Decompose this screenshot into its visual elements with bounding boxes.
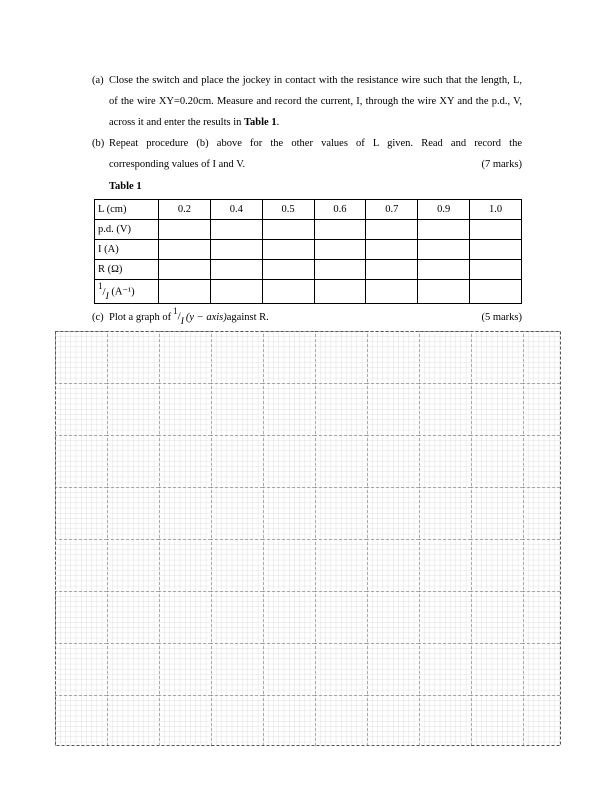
table1 [94, 199, 522, 304]
paragraph-b-line1: Repeat procedure (b) above for the other values of L given. Read and record the [109, 138, 522, 149]
table-cell-empty [314, 240, 366, 260]
table-cell-empty [159, 240, 211, 260]
table-cell-empty [366, 280, 418, 304]
table-row [95, 260, 522, 280]
table-cell-empty [210, 280, 262, 304]
table-cell-empty [262, 260, 314, 280]
table-cell: 0.5 [262, 200, 314, 220]
paragraph-b-line2: corresponding values of I and V. [109, 159, 246, 170]
table-cell: 1.0 [470, 200, 522, 220]
paragraph-b-line2-row [109, 154, 522, 175]
table-cell: 0.6 [314, 200, 366, 220]
reciprocal-current-fraction: $^1/_I$ [98, 281, 109, 302]
document-content [92, 70, 522, 328]
table-cell-empty [418, 240, 470, 260]
table-cell-empty [210, 220, 262, 240]
table-cell-empty [210, 260, 262, 280]
table-cell-empty [262, 240, 314, 260]
table-cell-empty [366, 240, 418, 260]
table-cell-empty [366, 220, 418, 240]
paragraph-a-text [109, 70, 522, 133]
paragraph-b [92, 133, 522, 175]
table-cell: 0.4 [210, 200, 262, 220]
paragraph-a-label: (a) [92, 75, 104, 86]
paragraph-a-period: . [276, 117, 280, 128]
table-row-label: I (A) [95, 240, 159, 260]
paragraph-a [92, 70, 522, 133]
table-cell-empty [418, 280, 470, 304]
paragraph-a-bold: Table 1 [244, 117, 277, 128]
table-cell-empty [314, 280, 366, 304]
table-cell-empty [262, 280, 314, 304]
table-cell-empty [366, 260, 418, 280]
table-cell-empty [470, 240, 522, 260]
paragraph-c-part2: against R. [226, 311, 269, 323]
graph-paper [55, 331, 561, 746]
table-row-label: L (cm) [95, 200, 159, 220]
fraction-unit: (A⁻¹) [111, 286, 135, 298]
paragraph-c-part1: Plot a graph of [109, 311, 172, 323]
table-cell-empty [470, 280, 522, 304]
table-row [95, 200, 522, 220]
table-cell-empty [470, 260, 522, 280]
table-cell: 0.7 [366, 200, 418, 220]
table-cell-empty [159, 280, 211, 304]
paragraph-c [92, 307, 522, 328]
table-row [95, 240, 522, 260]
paragraph-a-body: Close the switch and place the jockey in contact with the resistance wire such that the length, L, of the wire XY=0.20cm. Measure and record the current, I, through the wire XY and the p.d., V, across it and enter the results in [109, 75, 522, 128]
table-cell-empty [418, 260, 470, 280]
reciprocal-current-fraction: $^1/_I$ [173, 306, 184, 327]
table-row-label: p.d. (V) [95, 220, 159, 240]
table-row [95, 280, 522, 304]
paragraph-c-yaxis: (y − axis) [185, 311, 227, 323]
table-cell-empty [159, 260, 211, 280]
table-cell-empty [314, 260, 366, 280]
paragraph-b-marks: (7 marks) [481, 159, 522, 170]
table-cell-empty [262, 220, 314, 240]
table-cell-empty [159, 220, 211, 240]
table-cell-empty [418, 220, 470, 240]
paragraph-b-text [109, 133, 522, 175]
paragraph-b-label: (b) [92, 138, 105, 149]
table-cell: 0.2 [159, 200, 211, 220]
table-cell: 0.9 [418, 200, 470, 220]
table1-title: Table 1 [109, 181, 142, 192]
table-row-label-fraction [95, 280, 159, 304]
table-row [95, 220, 522, 240]
table-row-label: R (Ω) [95, 260, 159, 280]
graph-grid-svg [55, 331, 561, 746]
table-cell-empty [314, 220, 366, 240]
paragraph-c-text [92, 307, 269, 328]
table-cell-empty [470, 220, 522, 240]
table-cell-empty [210, 240, 262, 260]
paragraph-c-marks: (5 marks) [481, 311, 522, 323]
paragraph-c-label: (c) [92, 311, 104, 323]
